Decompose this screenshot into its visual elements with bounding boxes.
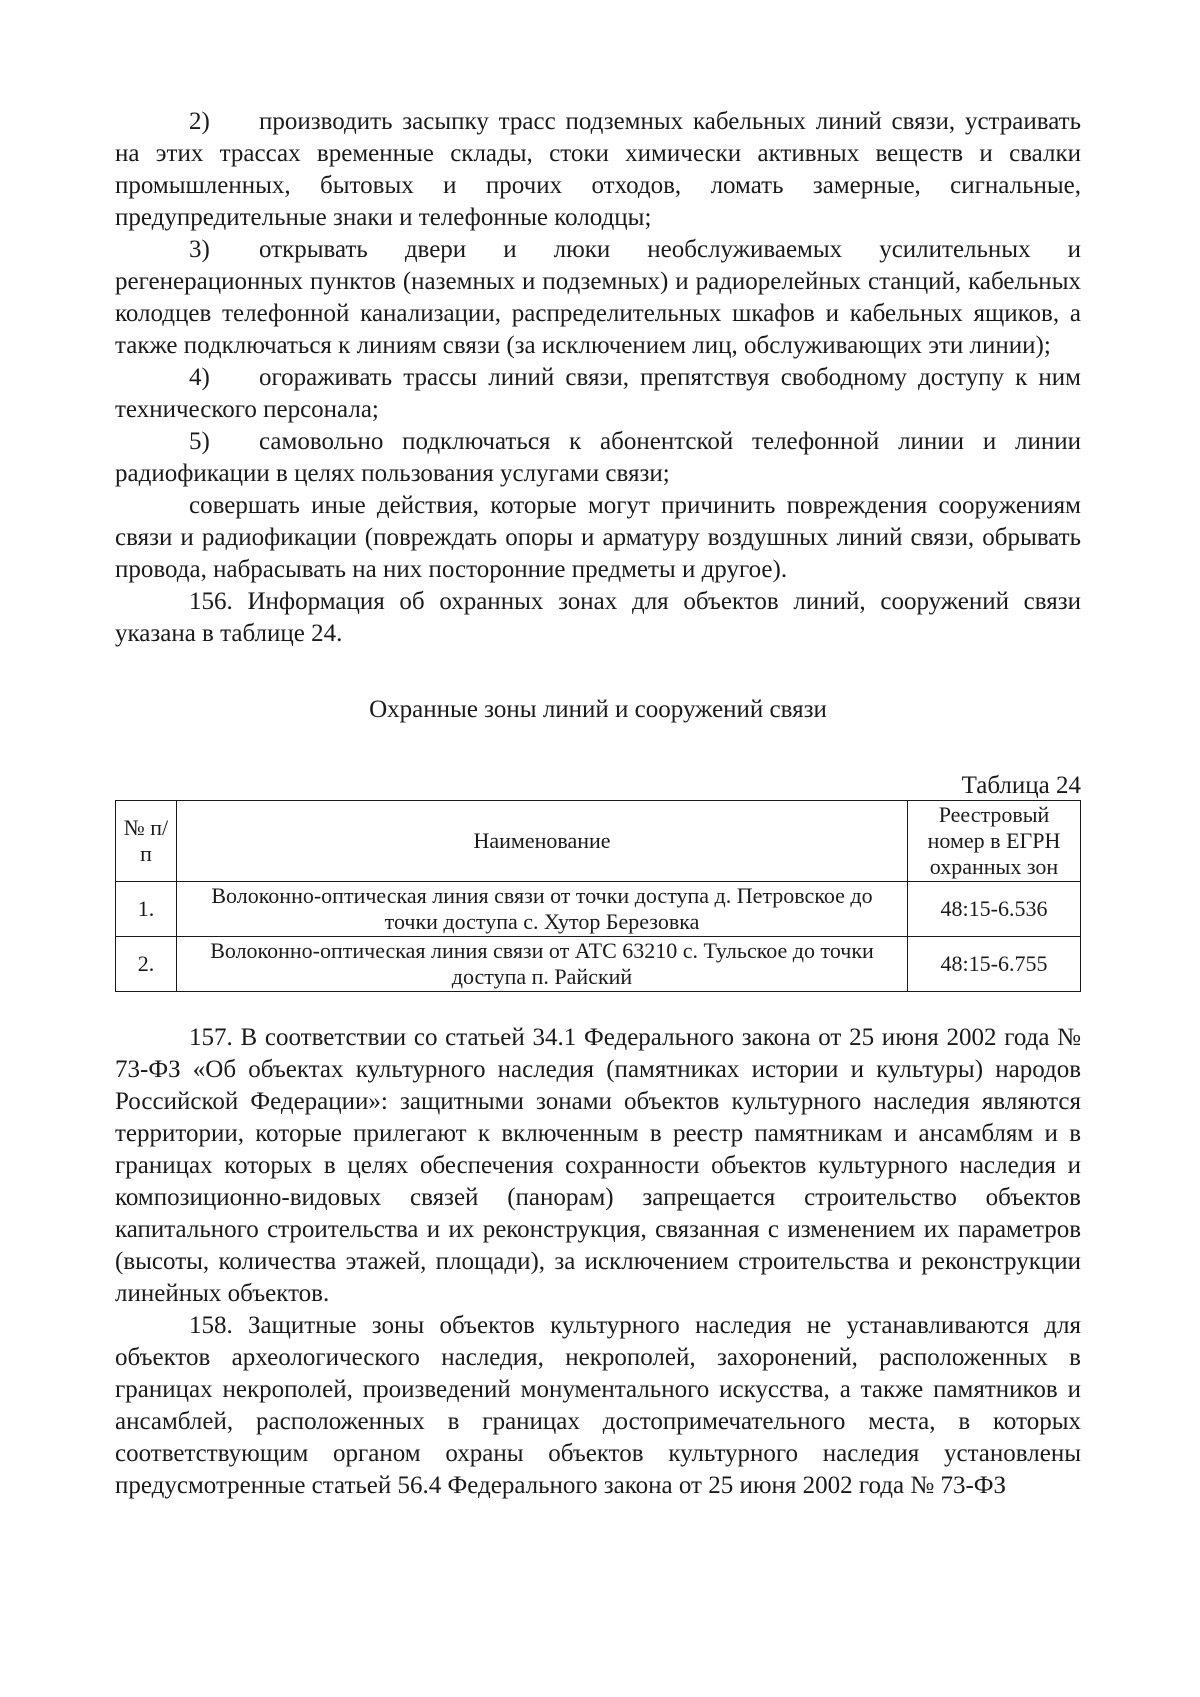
paragraph-158: 158. Защитные зоны объектов культурного наследия не устанавливаются для объектов археологического наследия, некрополей, захоронений, расположенных в границах некрополей, произведений монументального искусства, а также памятников и ансамблей, расположенных в границах достопримечательного места, в которых соответствующим органом охраны объектов культурного наследия установлены предусмотренные статьей 56.4 Федерального закона от 25 июня 2002 года № 73-ФЗ — [115, 1312, 1081, 1499]
list-item-number: 2) — [189, 108, 210, 135]
spacer — [115, 992, 1081, 1022]
list-item-number: 4) — [189, 364, 210, 391]
zones-table — [115, 800, 1081, 992]
list-item-5 — [115, 426, 1081, 490]
list-item-text: производить засыпку трасс подземных кабельных линий связи, устраивать на этих трассах временные склады, стоки химически активных веществ и свалки промышленных, бытовых и прочих отходов, ломать замерные, сигнальные, предупредительные знаки и телефонные колодцы; — [115, 108, 1081, 231]
table-caption: Охранные зоны линий и сооружений связи — [369, 696, 827, 723]
list-item-3 — [115, 234, 1081, 362]
paragraph-other-actions: совершать иные действия, которые могут причинить повреждения сооружениям связи и радиофикации (повреждать опоры и арматуру воздушных линий связи, обрывать провода, набрасывать на них посторонние предметы и другое). — [115, 492, 1081, 583]
paragraph-156: 156. Информация об охранных зонах для объектов линий, сооружений связи указана в таблице 24. — [115, 588, 1081, 647]
row-name: Волоконно-оптическая линия связи от точки доступа д. Петровское до точки доступа с. Хутор Березовка — [177, 882, 908, 937]
list-item-text: огораживать трассы линий связи, препятствуя свободному доступу к ним технического персонала; — [115, 364, 1081, 423]
header-name: Наименование — [177, 801, 908, 882]
table-number: Таблица 24 — [961, 772, 1081, 799]
row-number: 2. — [116, 937, 177, 992]
row-registry-number: 48:15-6.755 — [908, 937, 1081, 992]
row-registry-number: 48:15-6.536 — [908, 882, 1081, 937]
header-registry-number: Реестровый номер в ЕГРН охранных зон — [908, 801, 1081, 882]
table-header-row — [116, 801, 1081, 882]
list-item-text: открывать двери и люки необслуживаемых усилительных и регенерационных пунктов (наземных и подземных) и радиорелейных станций, кабельных колодцев телефонной канализации, распределительных шкафов и кабельных ящиков, а также подключаться к линиям связи (за исключением лиц, обслуживающих эти линии); — [115, 236, 1081, 359]
list-item-number: 5) — [189, 428, 210, 455]
table-row — [116, 882, 1081, 937]
table-row — [116, 937, 1081, 992]
list-item-4 — [115, 362, 1081, 426]
list-item-text: самовольно подключаться к абонентской телефонной линии и линии радиофикации в целях пользования услугами связи; — [115, 428, 1081, 487]
paragraph-157: 157. В соответствии со статьей 34.1 Федерального закона от 25 июня 2002 года № 73-ФЗ «Об объектах культурного наследия (памятниках истории и культуры) народов Российской Федерации»: защитными зонами объектов культурного наследия являются территории, которые прилегают к включенным в реестр памятникам и ансамблям и в границах которых в целях обеспечения сохранности объектов культурного наследия и композиционно-видовых связей (панорам) запрещается строительство объектов капитального строительства и их реконструкция, связанная с изменением их параметров (высоты, количества этажей, площади), за исключением строительства и реконструкции линейных объектов. — [115, 1024, 1081, 1307]
row-number: 1. — [116, 882, 177, 937]
list-item-number: 3) — [189, 236, 210, 263]
header-number: № п/п — [116, 801, 177, 882]
row-name: Волоконно-оптическая линия связи от АТС 63210 с. Тульское до точки доступа п. Райский — [177, 937, 908, 992]
document-page — [115, 106, 1081, 1502]
list-item-2 — [115, 106, 1081, 234]
